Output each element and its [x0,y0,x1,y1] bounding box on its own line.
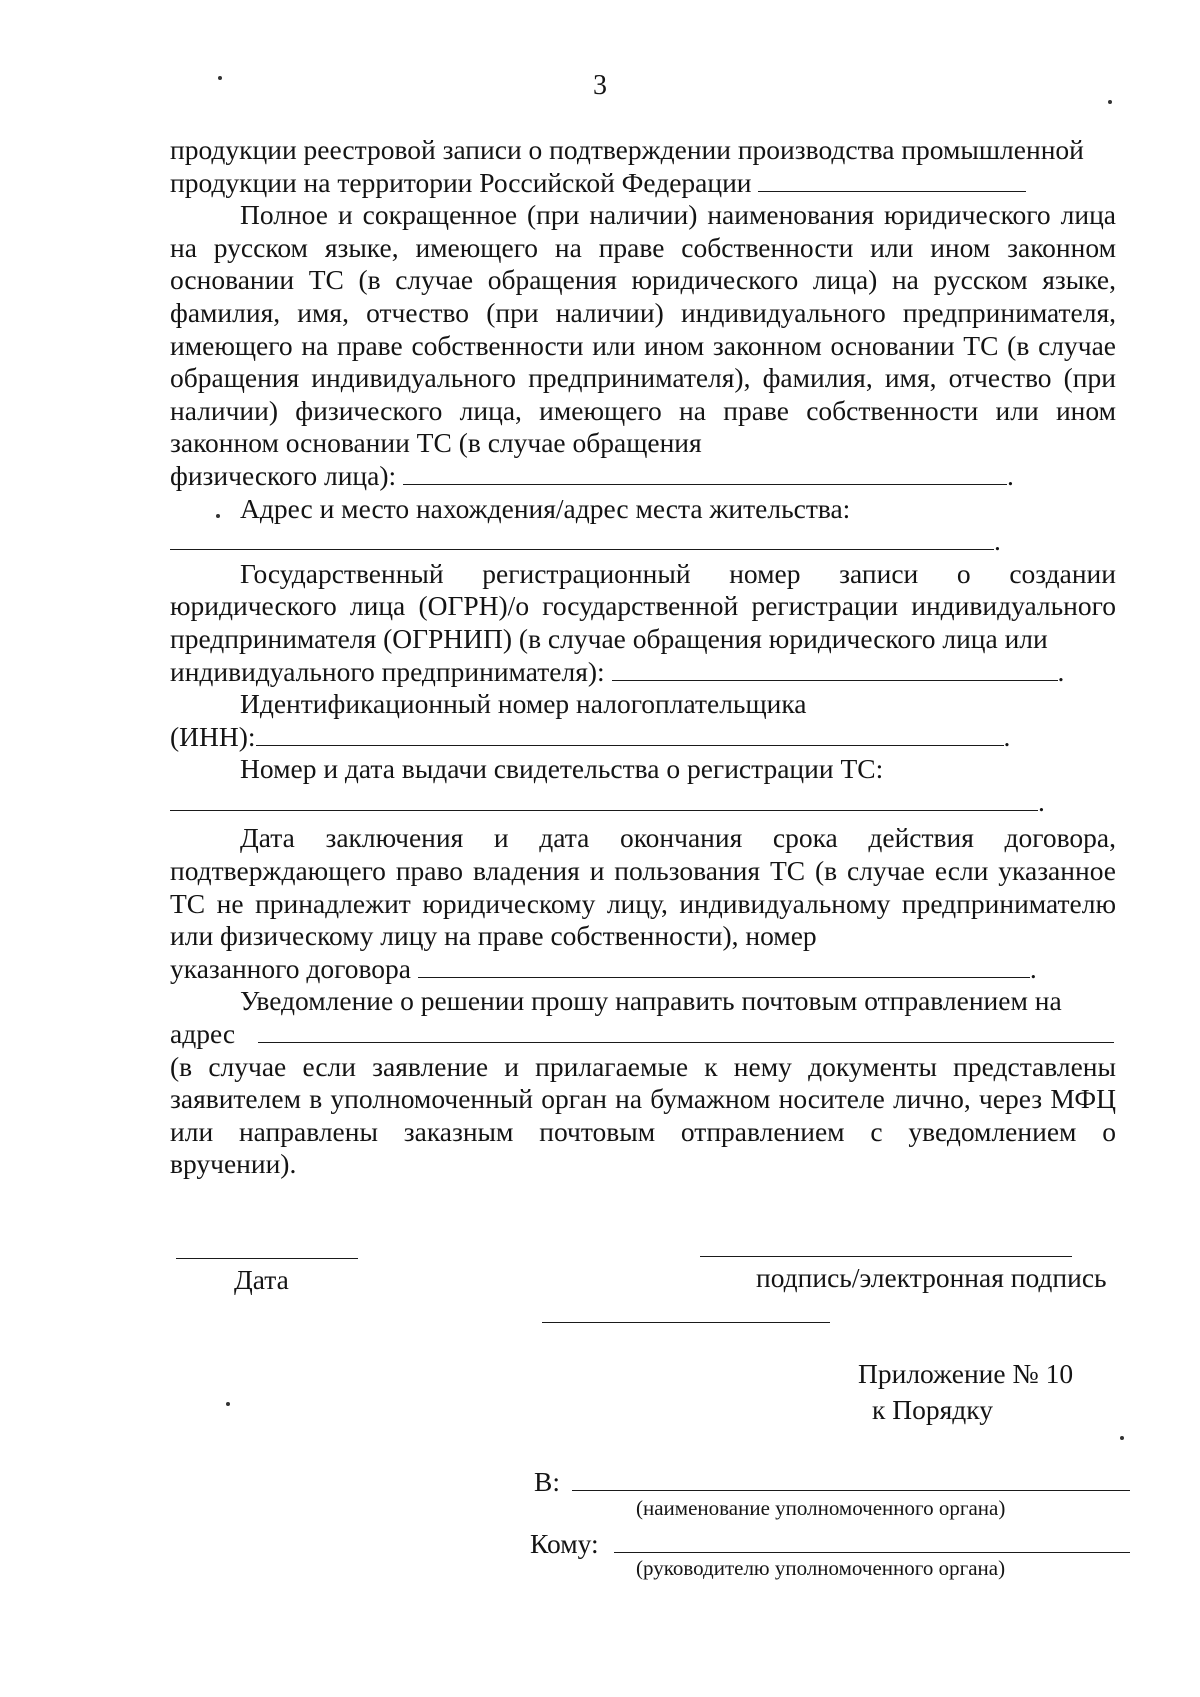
page-number: 3 [593,70,607,101]
paragraph-1-line-2 [170,167,1116,200]
signature-line[interactable] [700,1256,1072,1257]
scan-speck [216,514,220,518]
paragraph-address: Адрес и место нахождения/адрес места жительства: [240,492,851,524]
authority-name-blank[interactable] [572,1490,1130,1491]
paragraph-contract: Дата заключения и дата окончания срока действия договора, подтверждающего право владения и пользования ТС (в случае если указанное ТС не принадлежит юридическому лицу, индивидуальному предпринимателю или физическому лицу на праве собственности), номер [170,822,1116,952]
paragraph-applicant-name-tail: физического лица): . [170,459,1014,491]
authority-name-caption: (наименование уполномоченного органа) [636,1496,1006,1520]
scan-speck [1108,100,1112,104]
scan-speck [226,1402,230,1406]
contract-label: указанного договора [170,952,411,984]
paragraph-ogrn: Государственный регистрационный номер записи о создании юридического лица (ОГРН)/о государственной регистрации индивидуального предпринимателя (ОГРНИП) (в случае обращения юридического лица или [170,557,1116,654]
certificate-blank[interactable] [170,788,1038,811]
applicant-name-blank[interactable] [403,462,1007,485]
paragraph-contract-tail: указанного договора . [170,952,1037,984]
separator-line [542,1322,830,1323]
paragraph-ogrn-tail: индивидуального предпринимателя): . [170,655,1065,687]
paragraph-notification-address [170,1018,1116,1051]
ogrn-label: индивидуального предпринимателя): [170,655,605,687]
paragraph-registration-certificate: Номер и дата выдачи свидетельства о регистрации ТС: [240,753,884,785]
form-body [170,134,1116,1181]
notification-address-blank[interactable] [258,1020,1114,1043]
scan-speck [218,76,222,80]
paragraph-inn: Идентификационный номер налогоплательщика [240,688,807,720]
address-line: . [170,525,1116,558]
paragraph-inn-line-2: (ИНН): . [170,720,1011,752]
whom-label: Кому: [530,1528,599,1559]
authority-head-blank[interactable] [614,1552,1130,1553]
scan-speck [1120,1436,1124,1440]
inn-label: (ИНН): [170,720,256,752]
ogrn-blank[interactable] [612,658,1058,681]
paragraph-notification: Уведомление о решении прошу направить почтовым отправлением на [240,985,1062,1017]
appendix-number: Приложение № 10 [858,1358,1074,1389]
authority-head-caption: (руководителю уполномоченного органа) [636,1556,1006,1580]
paragraph-applicant-name: Полное и сокращенное (при наличии) наименования юридического лица на русском языке, имеющего на праве собственности или ином законном основании ТС (в случае обращения юридического лица) на русском языке, фамилия, имя, отчество (при наличии) индивидуального предпринимателя, имеющего на праве собственности или ином законном основании ТС (в случае обращения индивидуального предпринимателя), фамилия, имя, отчество (при наличии) физического лица, имеющего на праве собственности или ином законном основании ТС (в случае обращения [170,199,1116,459]
paragraph-1-line-1: продукции реестровой записи о подтверждении производства промышленной [170,134,1084,165]
date-label: Дата [234,1264,289,1295]
certificate-line: . [170,786,1116,819]
inn-blank[interactable] [256,723,1004,746]
notification-address-label: адрес [170,1018,236,1050]
paragraph-1-tail-text: продукции на территории Российской Федерации [170,166,752,198]
signature-label: подпись/электронная подпись [756,1262,1107,1293]
date-signature-line[interactable] [176,1258,358,1259]
contract-blank[interactable] [418,955,1030,978]
registry-record-blank[interactable] [758,169,1026,192]
applicant-name-label: физического лица): [170,459,397,491]
appendix-reference: к Порядку [872,1394,993,1425]
to-label: В: [534,1466,560,1497]
paragraph-notification-note: (в случае если заявление и прилагаемые к нему документы представлены заявителем в уполномоченный орган на бумажном носителе лично, через МФЦ или направлены заказным почтовым отправлением с уведомлением о вручении). [170,1050,1116,1180]
address-blank[interactable] [170,527,994,550]
